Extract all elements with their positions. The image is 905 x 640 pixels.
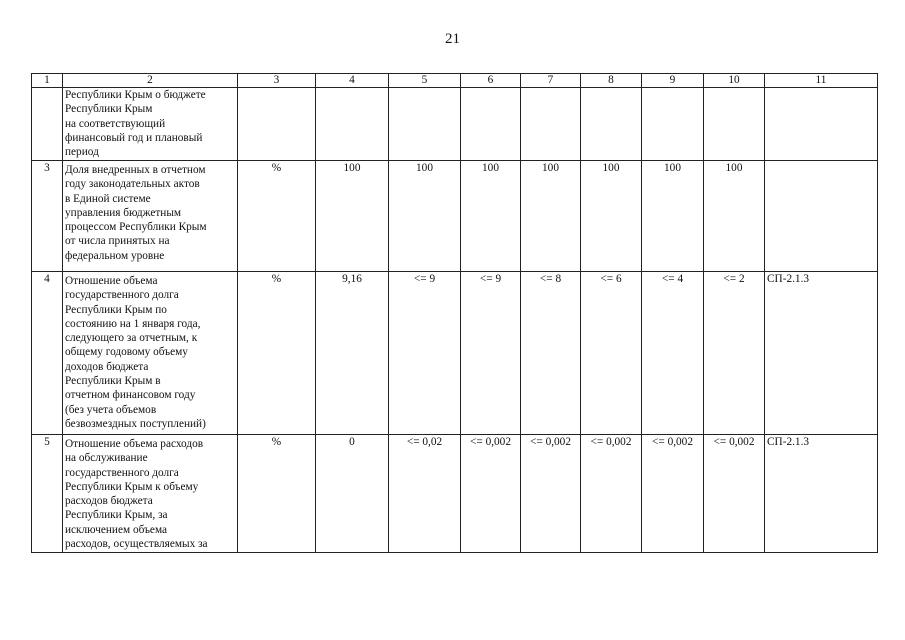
column-header: 4: [316, 74, 389, 88]
value-cell: <= 0,002: [461, 435, 521, 553]
column-header: 3: [238, 74, 316, 88]
column-header: 7: [521, 74, 581, 88]
indicator-description: Отношение объема государственного долга Республики Крым по состоянию на 1 января года, следующего за отчетным, к общему годовому объему доходов бюджета Республики Крым в отчетном финансовом году (без учета объемов безвозмездных поступлений): [63, 272, 238, 435]
value-cell: <= 0,002: [521, 435, 581, 553]
value-cell: 100: [521, 161, 581, 272]
column-header: 5: [389, 74, 461, 88]
value-cell: 0: [316, 435, 389, 553]
column-header: 1: [32, 74, 63, 88]
table-row: [32, 272, 878, 435]
value-cell: 100: [461, 161, 521, 272]
value-cell: 100: [389, 161, 461, 272]
value-cell: [642, 88, 704, 161]
code-cell: СП-2.1.3: [765, 272, 878, 435]
table-row: [32, 88, 878, 161]
row-number: 4: [32, 272, 63, 435]
column-header: 11: [765, 74, 878, 88]
value-cell: <= 0,002: [642, 435, 704, 553]
table-row: [32, 161, 878, 272]
value-cell: [581, 88, 642, 161]
value-cell: 100: [581, 161, 642, 272]
unit-cell: %: [238, 435, 316, 553]
value-cell: [704, 88, 765, 161]
unit-cell: [238, 88, 316, 161]
row-number: [32, 88, 63, 161]
value-cell: [461, 88, 521, 161]
value-cell: <= 6: [581, 272, 642, 435]
indicator-description: Отношение объема расходов на обслуживание государственного долга Республики Крым к объему расходов бюджета Республики Крым, за исключением объема расходов, осуществляемых за: [63, 435, 238, 553]
value-cell: 100: [642, 161, 704, 272]
column-header: 8: [581, 74, 642, 88]
value-cell: [389, 88, 461, 161]
code-cell: [765, 88, 878, 161]
value-cell: <= 2: [704, 272, 765, 435]
table-row: [32, 435, 878, 553]
value-cell: 100: [316, 161, 389, 272]
column-number-header-row: [32, 74, 878, 88]
value-cell: 100: [704, 161, 765, 272]
column-header: 6: [461, 74, 521, 88]
value-cell: 9,16: [316, 272, 389, 435]
value-cell: <= 8: [521, 272, 581, 435]
unit-cell: %: [238, 272, 316, 435]
code-cell: [765, 161, 878, 272]
code-cell: СП-2.1.3: [765, 435, 878, 553]
value-cell: <= 9: [389, 272, 461, 435]
value-cell: <= 9: [461, 272, 521, 435]
value-cell: <= 4: [642, 272, 704, 435]
column-header: 10: [704, 74, 765, 88]
row-number: 5: [32, 435, 63, 553]
page-number: 21: [445, 31, 460, 47]
value-cell: <= 0,002: [704, 435, 765, 553]
value-cell: <= 0,02: [389, 435, 461, 553]
unit-cell: %: [238, 161, 316, 272]
column-header: 9: [642, 74, 704, 88]
row-number: 3: [32, 161, 63, 272]
value-cell: [521, 88, 581, 161]
column-header: 2: [63, 74, 238, 88]
value-cell: <= 0,002: [581, 435, 642, 553]
indicator-description: Республики Крым о бюджете Республики Крым на соответствующий финансовый год и плановый период: [63, 88, 238, 161]
indicators-table: [31, 73, 878, 553]
value-cell: [316, 88, 389, 161]
indicator-description: Доля внедренных в отчетном году законодательных актов в Единой системе управления бюджетным процессом Республики Крым от числа принятых на федеральном уровне: [63, 161, 238, 272]
